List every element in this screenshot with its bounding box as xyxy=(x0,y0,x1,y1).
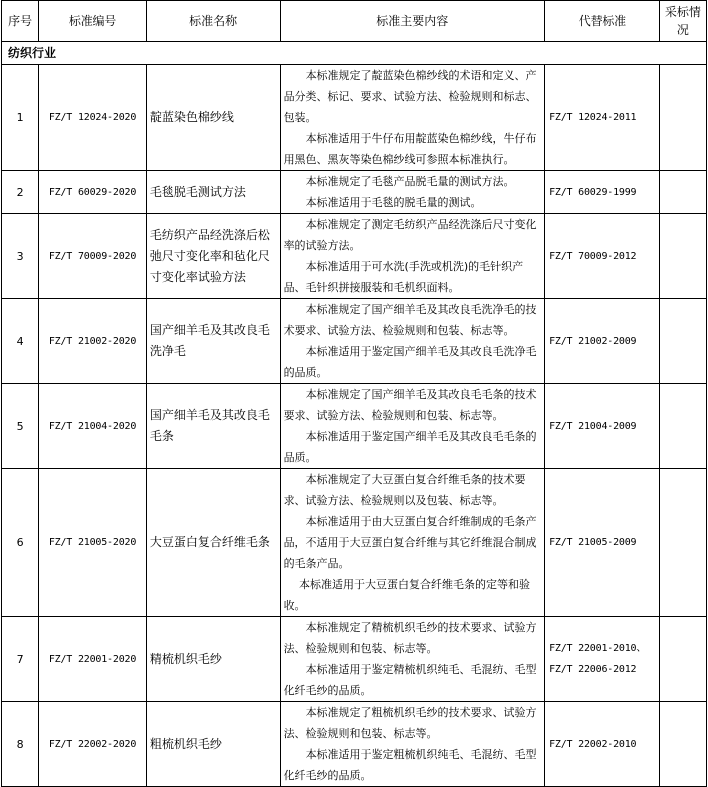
header-no: 序号 xyxy=(2,1,39,42)
content-paragraph: 本标准适用于由大豆蛋白复合纤维制成的毛条产品，不适用于大豆蛋白复合纤维与其它纤维混合制成的毛条产品。 xyxy=(283,515,537,570)
adoption-status xyxy=(659,617,706,702)
adoption-status xyxy=(659,214,706,299)
content-paragraph: 本标准规定了国产细羊毛及其改良毛洗净毛的技术要求、试验方法、检验规则和包装、标志等。 xyxy=(283,303,537,337)
row-number: 8 xyxy=(2,702,39,787)
section-row xyxy=(2,42,707,65)
standard-name: 大豆蛋白复合纤维毛条 xyxy=(146,469,280,617)
standard-content xyxy=(280,214,545,299)
table-row xyxy=(2,214,707,299)
header-content: 标准主要内容 xyxy=(280,1,545,42)
replaced-standard-code: FZ/T 12024-2011 xyxy=(549,112,637,123)
table-row xyxy=(2,384,707,469)
adoption-status xyxy=(659,469,706,617)
table-row xyxy=(2,299,707,384)
row-number: 3 xyxy=(2,214,39,299)
standard-name: 精梳机织毛纱 xyxy=(146,617,280,702)
content-paragraph: 本标准适用于牛仔布用靛蓝染色棉纱线，牛仔布用黑色、黑灰等染色棉纱线可参照本标准执行。 xyxy=(283,132,537,166)
standard-name: 毛纺织产品经洗涤后松弛尺寸变化率和毡化尺寸变化率试验方法 xyxy=(146,214,280,299)
content-paragraph: 本标准适用于毛毯的脱毛量的测试。 xyxy=(305,196,482,209)
row-number: 5 xyxy=(2,384,39,469)
standard-code: FZ/T 60029-2020 xyxy=(39,171,147,214)
adoption-status xyxy=(659,702,706,787)
content-paragraph: 本标准规定了国产细羊毛及其改良毛毛条的技术要求、试验方法、检验规则和包装、标志等。 xyxy=(283,388,537,422)
content-paragraph: 本标准规定了粗梳机织毛纱的技术要求、试验方法、检验规则和包装、标志等。 xyxy=(283,706,537,740)
standard-content xyxy=(280,65,545,171)
content-paragraph: 本标准适用于鉴定国产细羊毛及其改良毛洗净毛的品质。 xyxy=(283,345,537,379)
standard-name: 毛毯脱毛测试方法 xyxy=(146,171,280,214)
table-row xyxy=(2,65,707,171)
section-title: 纺织行业 xyxy=(2,42,707,65)
standard-content xyxy=(280,702,545,787)
replaced-standard xyxy=(545,214,660,299)
replaced-standard xyxy=(545,384,660,469)
table-header-row xyxy=(2,1,707,42)
adoption-status xyxy=(659,171,706,214)
replaced-standard xyxy=(545,171,660,214)
replaced-standard-code: FZ/T 21004-2009 xyxy=(549,420,637,432)
standard-name: 靛蓝染色棉纱线 xyxy=(146,65,280,171)
standards-table xyxy=(1,0,707,787)
standard-code: FZ/T 70009-2020 xyxy=(39,214,147,299)
header-replace: 代替标准 xyxy=(545,1,660,42)
row-number: 6 xyxy=(2,469,39,617)
replaced-standard-code: FZ/T 22006-2012 xyxy=(549,664,637,675)
content-paragraph: 本标准适用于大豆蛋白复合纤维毛条的定等和验收。 xyxy=(283,578,530,612)
content-paragraph: 本标准规定了靛蓝染色棉纱线的术语和定义、产品分类、标记、要求、试验方法、检验规则和标志、包装。 xyxy=(283,69,537,124)
table-row xyxy=(2,702,707,787)
replaced-standard-code: FZ/T 22001-2010、 xyxy=(549,643,647,654)
table-row xyxy=(2,469,707,617)
replaced-standard xyxy=(545,299,660,384)
table-row xyxy=(2,617,707,702)
adoption-status xyxy=(659,299,706,384)
content-paragraph: 本标准规定了精梳机织毛纱的技术要求、试验方法、检验规则和包装、标志等。 xyxy=(283,621,537,655)
standard-content xyxy=(280,171,545,214)
standard-content xyxy=(280,384,545,469)
standard-code: FZ/T 21004-2020 xyxy=(39,384,147,469)
content-paragraph: 本标准适用于鉴定粗梳机织纯毛、毛混纺、毛型化纤毛纱的品质。 xyxy=(283,748,537,782)
replaced-standard xyxy=(545,65,660,171)
table-row xyxy=(2,171,707,214)
replaced-standard-code: FZ/T 22002-2010 xyxy=(549,738,637,750)
standard-code: FZ/T 22001-2020 xyxy=(39,617,147,702)
row-number: 1 xyxy=(2,65,39,171)
standard-code: FZ/T 22002-2020 xyxy=(39,702,147,787)
replaced-standard xyxy=(545,469,660,617)
replaced-standard-code: FZ/T 70009-2012 xyxy=(549,250,637,262)
row-number: 2 xyxy=(2,171,39,214)
content-paragraph: 本标准规定了大豆蛋白复合纤维毛条的技术要求、试验方法、检验规则以及包装、标志等。 xyxy=(283,473,526,507)
standard-name: 国产细羊毛及其改良毛毛条 xyxy=(146,384,280,469)
standard-content xyxy=(280,299,545,384)
adoption-status xyxy=(659,384,706,469)
header-name: 标准名称 xyxy=(146,1,280,42)
row-number: 4 xyxy=(2,299,39,384)
standard-content xyxy=(280,469,545,617)
content-paragraph: 本标准规定了毛毯产品脱毛量的测试方法。 xyxy=(305,175,515,188)
content-paragraph: 本标准适用于可水洗(手洗或机洗)的毛针织产品、毛针织拼接服装和毛机织面料。 xyxy=(283,260,524,294)
replaced-standard-code: FZ/T 21002-2009 xyxy=(549,335,637,347)
replaced-standard xyxy=(545,617,660,702)
content-paragraph: 本标准适用于鉴定精梳机织纯毛、毛混纺、毛型化纤毛纱的品质。 xyxy=(283,663,537,697)
content-paragraph: 本标准规定了测定毛纺织产品经洗涤后尺寸变化率的试验方法。 xyxy=(283,218,537,252)
header-code: 标准编号 xyxy=(39,1,147,42)
standard-name: 国产细羊毛及其改良毛洗净毛 xyxy=(146,299,280,384)
standard-code: FZ/T 21005-2020 xyxy=(39,469,147,617)
standard-content xyxy=(280,617,545,702)
replaced-standard-code: FZ/T 21005-2009 xyxy=(549,537,637,548)
standard-code: FZ/T 12024-2020 xyxy=(39,65,147,171)
header-adopt: 采标情况 xyxy=(659,1,706,42)
content-paragraph: 本标准适用于鉴定国产细羊毛及其改良毛毛条的品质。 xyxy=(283,430,537,464)
standard-name: 粗梳机织毛纱 xyxy=(146,702,280,787)
standard-code: FZ/T 21002-2020 xyxy=(39,299,147,384)
replaced-standard-code: FZ/T 60029-1999 xyxy=(549,186,637,198)
replaced-standard xyxy=(545,702,660,787)
adoption-status xyxy=(659,65,706,171)
row-number: 7 xyxy=(2,617,39,702)
